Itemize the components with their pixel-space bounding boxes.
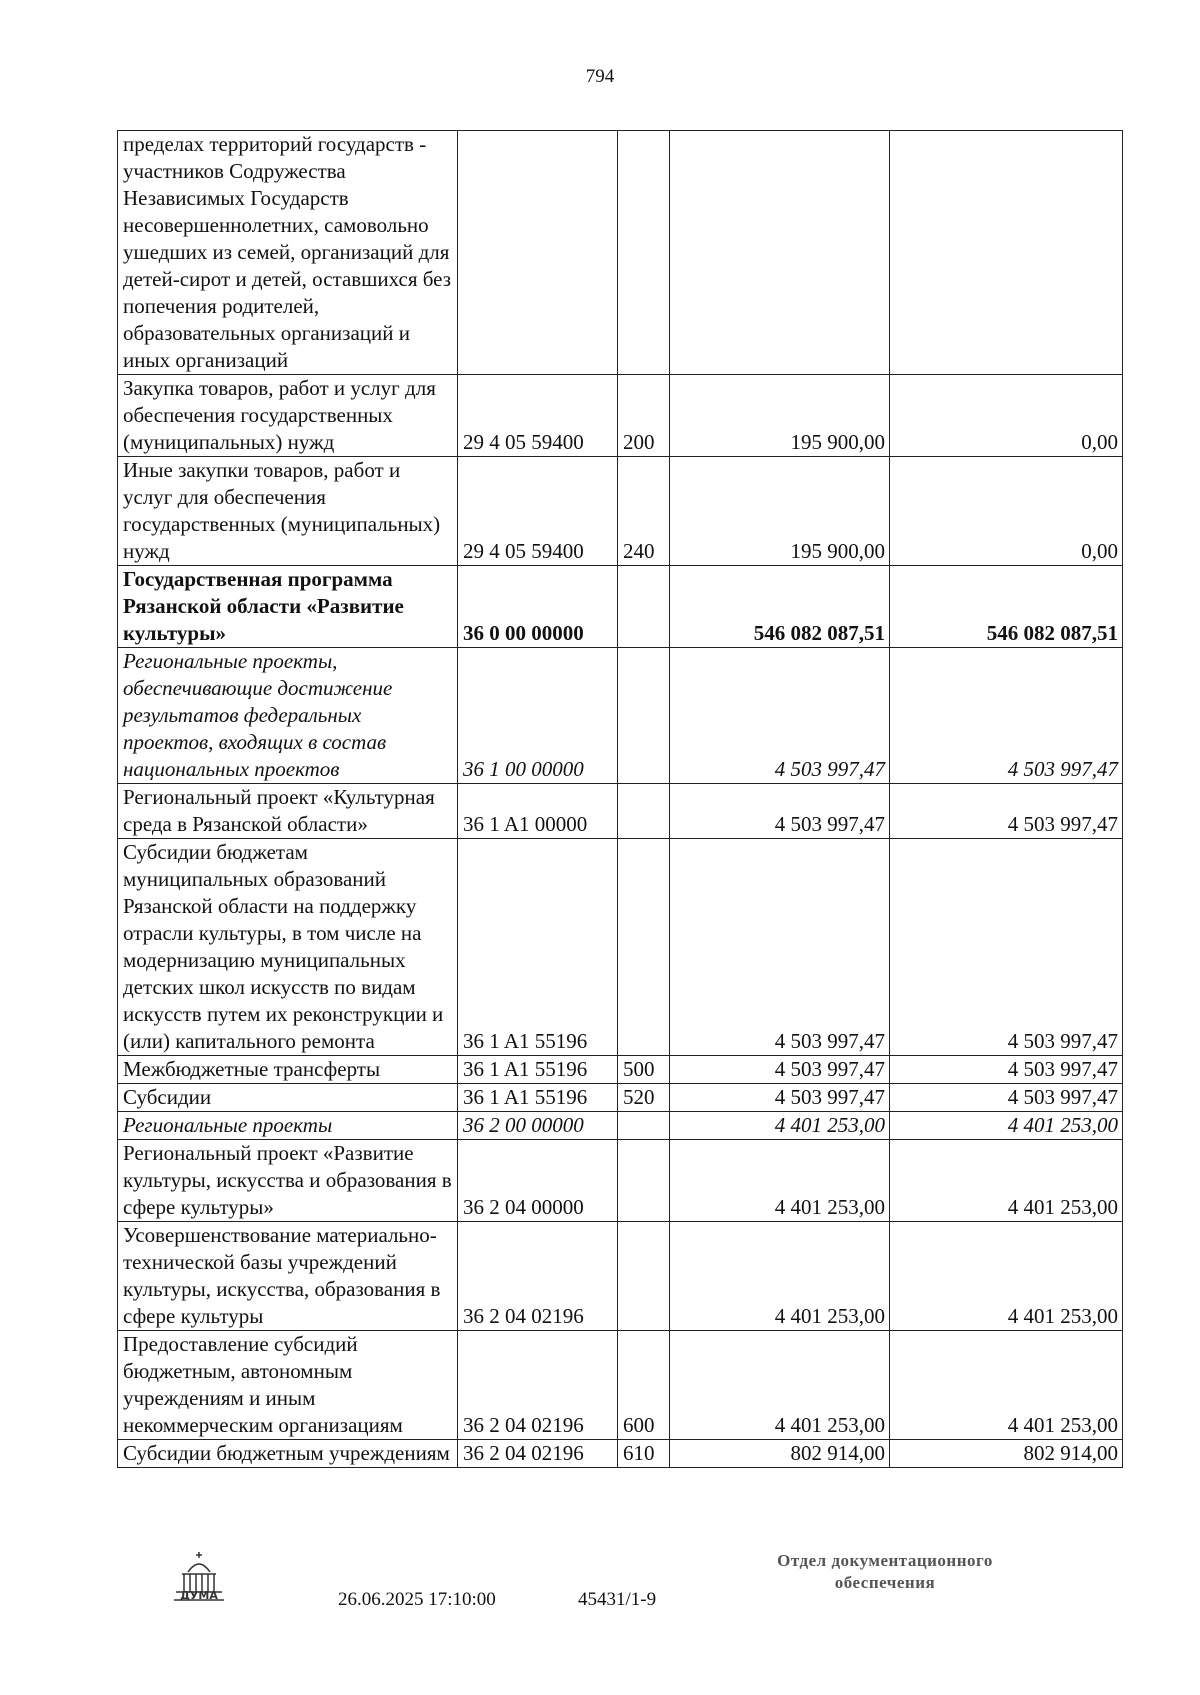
row-name: Предоставление субсидий бюджетным, автономным учреждениям и иным некоммерческим организациям	[118, 1331, 458, 1440]
footer-reg-number: 45431/1-9	[578, 1589, 657, 1610]
table-row	[118, 839, 1123, 1056]
row-sum-2: 546 082 087,51	[890, 566, 1123, 648]
row-code: 29 4 05 59400	[458, 457, 618, 566]
row-sum-2: 4 503 997,47	[890, 1056, 1123, 1084]
row-code: 36 1 A1 55196	[458, 1056, 618, 1084]
row-name: Закупка товаров, работ и услуг для обеспечения государственных (муниципальных) нужд	[118, 375, 458, 457]
row-sum-1	[670, 131, 890, 375]
table-row	[118, 457, 1123, 566]
row-expense-type	[618, 839, 670, 1056]
row-sum-2: 4 503 997,47	[890, 839, 1123, 1056]
budget-table-body	[118, 131, 1123, 1468]
table-row	[118, 1222, 1123, 1331]
row-name: Субсидии	[118, 1084, 458, 1112]
row-sum-2: 4 503 997,47	[890, 784, 1123, 839]
row-sum-1: 195 900,00	[670, 375, 890, 457]
row-expense-type	[618, 131, 670, 375]
table-row	[118, 1140, 1123, 1222]
table-row	[118, 1084, 1123, 1112]
table-row	[118, 784, 1123, 839]
department-stamp	[735, 1550, 1035, 1594]
row-name: Государственная программа Рязанской области «Развитие культуры»	[118, 566, 458, 648]
row-sum-1: 4 401 253,00	[670, 1222, 890, 1331]
table-row	[118, 1440, 1123, 1468]
row-expense-type: 520	[618, 1084, 670, 1112]
row-name: Субсидии бюджетным учреждениям	[118, 1440, 458, 1468]
row-code: 36 2 00 00000	[458, 1112, 618, 1140]
row-expense-type	[618, 566, 670, 648]
row-code: 36 2 04 02196	[458, 1440, 618, 1468]
table-row	[118, 566, 1123, 648]
table-row	[118, 1056, 1123, 1084]
table-row	[118, 648, 1123, 784]
stamp-line-1: Отдел документационного	[777, 1551, 993, 1570]
row-code	[458, 131, 618, 375]
row-expense-type	[618, 648, 670, 784]
budget-table	[117, 130, 1123, 1468]
table-row	[118, 1331, 1123, 1440]
row-code: 36 0 00 00000	[458, 566, 618, 648]
table-row	[118, 1112, 1123, 1140]
row-code: 36 1 A1 55196	[458, 1084, 618, 1112]
row-sum-1: 4 503 997,47	[670, 839, 890, 1056]
row-name: Региональный проект «Развитие культуры, искусства и образования в сфере культуры»	[118, 1140, 458, 1222]
row-code: 36 1 00 00000	[458, 648, 618, 784]
row-code: 36 2 04 02196	[458, 1222, 618, 1331]
row-code: 36 2 04 02196	[458, 1331, 618, 1440]
row-sum-2: 4 401 253,00	[890, 1331, 1123, 1440]
duma-logo	[168, 1548, 230, 1610]
row-expense-type	[618, 1222, 670, 1331]
row-sum-1: 4 503 997,47	[670, 784, 890, 839]
row-sum-1: 195 900,00	[670, 457, 890, 566]
row-sum-1: 546 082 087,51	[670, 566, 890, 648]
row-sum-2: 4 503 997,47	[890, 1084, 1123, 1112]
row-expense-type: 500	[618, 1056, 670, 1084]
row-sum-1: 4 401 253,00	[670, 1140, 890, 1222]
row-name: Региональные проекты, обеспечивающие достижение результатов федеральных проектов, входящих в состав национальных проектов	[118, 648, 458, 784]
row-code: 36 1 A1 55196	[458, 839, 618, 1056]
row-sum-2: 4 401 253,00	[890, 1222, 1123, 1331]
row-name: Региональные проекты	[118, 1112, 458, 1140]
row-expense-type	[618, 1112, 670, 1140]
row-name: Субсидии бюджетам муниципальных образований Рязанской области на поддержку отрасли культуры, в том числе на модернизацию муниципальных детских школ искусств по видам искусств путем их реконструкции и (или) капитального ремонта	[118, 839, 458, 1056]
row-sum-2	[890, 131, 1123, 375]
row-name: Межбюджетные трансферты	[118, 1056, 458, 1084]
row-sum-2: 4 401 253,00	[890, 1112, 1123, 1140]
row-sum-1: 4 503 997,47	[670, 648, 890, 784]
logo-text: ДУМА	[180, 1589, 218, 1602]
row-sum-1: 4 503 997,47	[670, 1056, 890, 1084]
row-expense-type: 240	[618, 457, 670, 566]
table-row	[118, 375, 1123, 457]
row-code: 36 1 A1 00000	[458, 784, 618, 839]
row-expense-type	[618, 784, 670, 839]
row-sum-1: 802 914,00	[670, 1440, 890, 1468]
row-sum-2: 4 503 997,47	[890, 648, 1123, 784]
row-name: Региональный проект «Культурная среда в Рязанской области»	[118, 784, 458, 839]
row-expense-type: 600	[618, 1331, 670, 1440]
row-code: 36 2 04 00000	[458, 1140, 618, 1222]
row-expense-type: 200	[618, 375, 670, 457]
table-row	[118, 131, 1123, 375]
row-sum-2: 0,00	[890, 457, 1123, 566]
row-expense-type: 610	[618, 1440, 670, 1468]
row-sum-1: 4 503 997,47	[670, 1084, 890, 1112]
page-number: 794	[585, 66, 615, 87]
row-name: пределах территорий государств - участников Содружества Независимых Государств несовершеннолетних, самовольно ушедших из семей, организаций для детей-сирот и детей, оставшихся без попечения родителей, образовательных организаций и иных организаций	[118, 131, 458, 375]
row-sum-2: 4 401 253,00	[890, 1140, 1123, 1222]
row-sum-1: 4 401 253,00	[670, 1331, 890, 1440]
row-name: Иные закупки товаров, работ и услуг для обеспечения государственных (муниципальных) нужд	[118, 457, 458, 566]
stamp-line-2: обеспечения	[834, 1573, 936, 1592]
footer-datetime: 26.06.2025 17:10:00	[338, 1589, 496, 1610]
row-expense-type	[618, 1140, 670, 1222]
row-code: 29 4 05 59400	[458, 375, 618, 457]
row-name: Усовершенствование материально-технической базы учреждений культуры, искусства, образования в сфере культуры	[118, 1222, 458, 1331]
row-sum-2: 802 914,00	[890, 1440, 1123, 1468]
row-sum-2: 0,00	[890, 375, 1123, 457]
row-sum-1: 4 401 253,00	[670, 1112, 890, 1140]
